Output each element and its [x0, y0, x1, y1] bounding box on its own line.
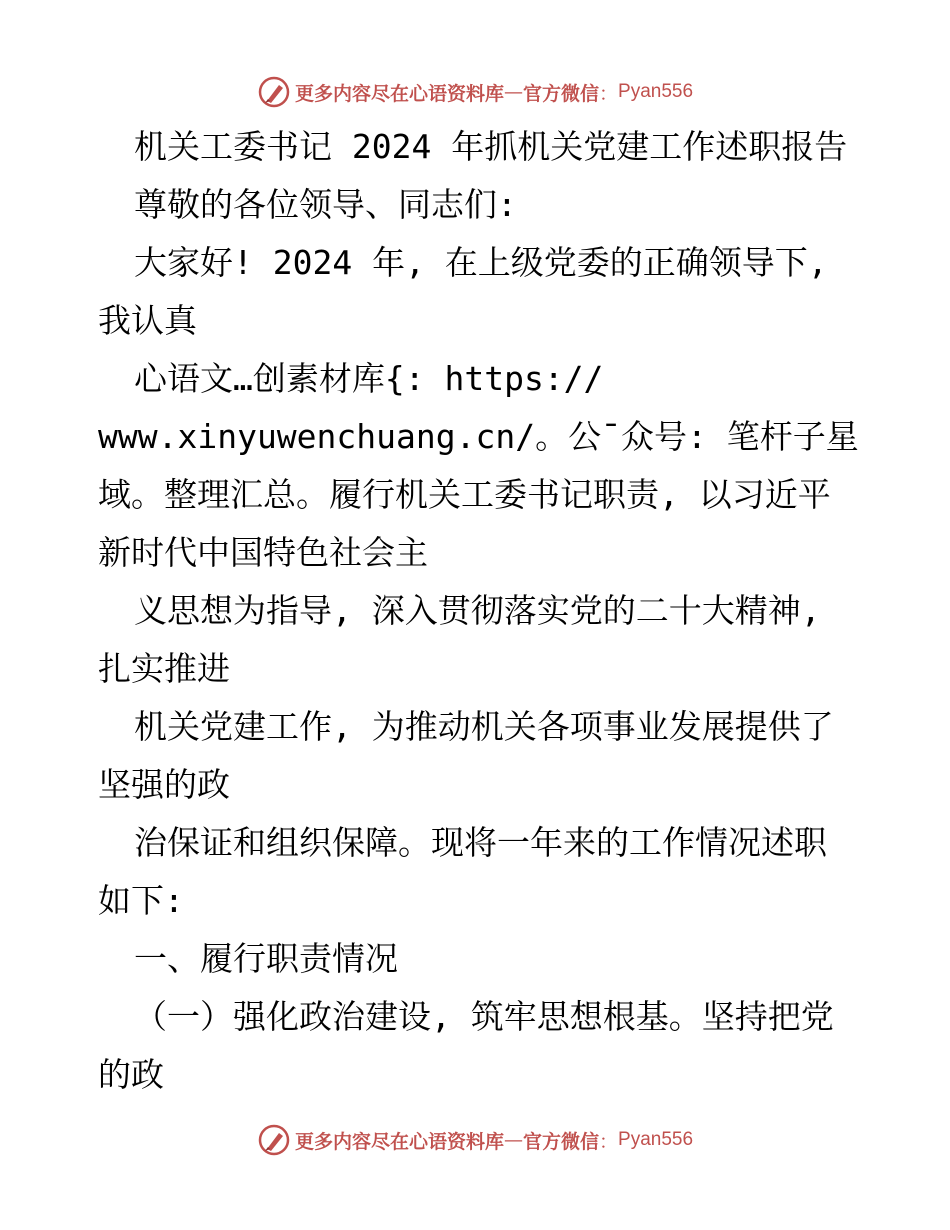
banner-brand-text: 更多内容尽在心语资料库	[294, 82, 504, 105]
text-line: 心语文…创素材库{: https://	[134, 359, 604, 398]
text-line: 机关党建工作, 为推动机关各项事业发展提供了	[134, 707, 834, 746]
text-line: 大家好! 2024 年, 在上级党委的正确领导下,	[134, 243, 828, 282]
text-line: 扎实推进	[98, 649, 230, 688]
text-line: 坚强的政	[98, 765, 230, 804]
subsection-heading: （一）强化政治建设, 筑牢思想根基。坚持把党	[134, 997, 834, 1036]
banner-dash: —	[503, 1129, 523, 1151]
footer-watermark-banner[interactable]	[0, 1120, 950, 1160]
text-line: www.xinyuwenchuang.cn/。公¯众号: 笔杆子星	[98, 417, 859, 456]
banner-colon: ：	[599, 82, 619, 105]
document-title: 机关工委书记 2024 年抓机关党建工作述职报告	[134, 127, 848, 166]
banner-wechat-id: Pyan556	[618, 1129, 694, 1150]
header-watermark-banner[interactable]	[0, 72, 950, 112]
banner-wechat-label: 官方微信	[522, 1130, 599, 1153]
pen-nib-icon	[257, 75, 291, 109]
banner-brand-text: 更多内容尽在心语资料库	[294, 1130, 504, 1153]
text-line: 的政	[98, 1055, 164, 1094]
salutation: 尊敬的各位领导、同志们:	[134, 185, 517, 224]
banner-dash: —	[503, 81, 523, 103]
text-line: 新时代中国特色社会主	[98, 533, 428, 572]
text-line: 治保证和组织保障。现将一年来的工作情况述职	[134, 823, 827, 862]
pen-nib-icon	[257, 1123, 291, 1157]
banner-wechat-label: 官方微信	[522, 82, 599, 105]
text-line: 如下:	[98, 881, 184, 920]
text-line: 我认真	[98, 301, 197, 340]
text-line: 义思想为指导, 深入贯彻落实党的二十大精神,	[134, 591, 821, 630]
banner-wechat-id: Pyan556	[618, 81, 694, 102]
section-heading: 一、履行职责情况	[134, 939, 398, 978]
text-line: 域。整理汇总。履行机关工委书记职责, 以习近平	[98, 475, 831, 514]
banner-colon: ：	[599, 1130, 619, 1153]
